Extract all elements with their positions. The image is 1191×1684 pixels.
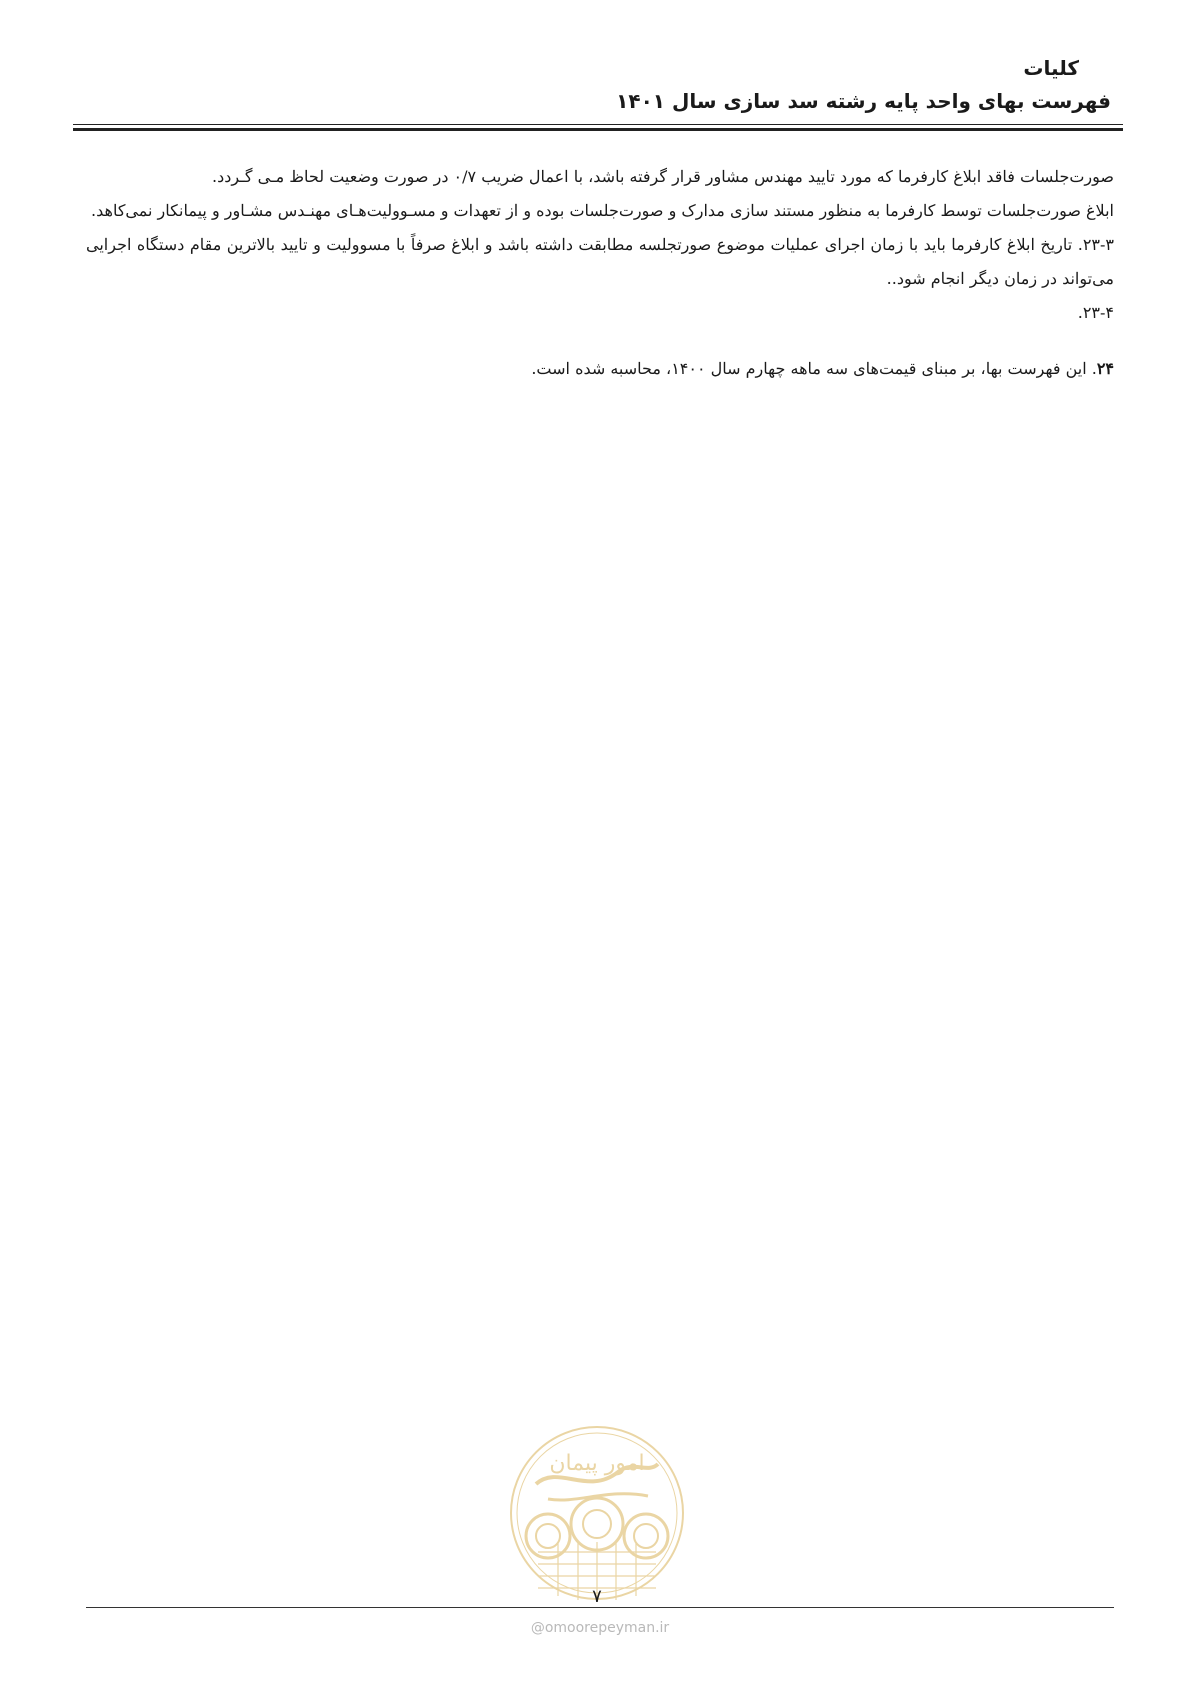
paragraph: ۲۳-۴. (1077, 303, 1114, 322)
document-title: فهرست بهای واحد پایه رشته سد سازی سال ۱۴۰۱ (616, 89, 1111, 113)
watermark-logo (508, 1424, 686, 1602)
item-number: ۲۴ (1096, 359, 1114, 378)
paragraph: ۲۳-۳. تاریخ ابلاغ کارفرما باید با زمان اجرای عملیات موضوع صورتجلسه مطابقت داشته باشد و ابلاغ صرفاً با مسوولیت و تایید بالاترین مقام دستگاه اجرایی می‌تواند در زمان دیگر انجام شود.. (86, 235, 1114, 288)
watermark-text: امور پیمان (549, 1451, 645, 1476)
item-text: . این فهرست بها، بر مبنای قیمت‌های سه ماهه چهارم سال ۱۴۰۰، محاسبه شده است. (531, 359, 1097, 378)
site-url: @omoorepeyman.ir (530, 1620, 670, 1636)
header-divider-thick (73, 128, 1123, 131)
footer-divider (86, 1607, 1114, 1608)
list-item (86, 352, 1114, 386)
header-divider-thin (73, 124, 1123, 125)
page-header (71, 54, 1111, 116)
body-text (86, 160, 1114, 386)
paragraph: ابلاغ صورت‌جلسات توسط کارفرما به منظور مستند سازی مدارک و صورت‌جلسات بوده و از تعهدات و مسـوولیت‌هـای مهنـدس مشـاور و پیمانکار نمی‌کاهد. (91, 201, 1114, 220)
section-title: کلیات (1023, 56, 1079, 80)
page-number: ۷ (592, 1586, 602, 1607)
paragraph-gap (86, 330, 1114, 352)
paragraph: صورت‌جلسات فاقد ابلاغ کارفرما که مورد تایید مهندس مشاور قرار گرفته باشد، با اعمال ضریب ۰/۷ در صورت وضعیت لحاظ مـی گـردد. (212, 167, 1114, 186)
